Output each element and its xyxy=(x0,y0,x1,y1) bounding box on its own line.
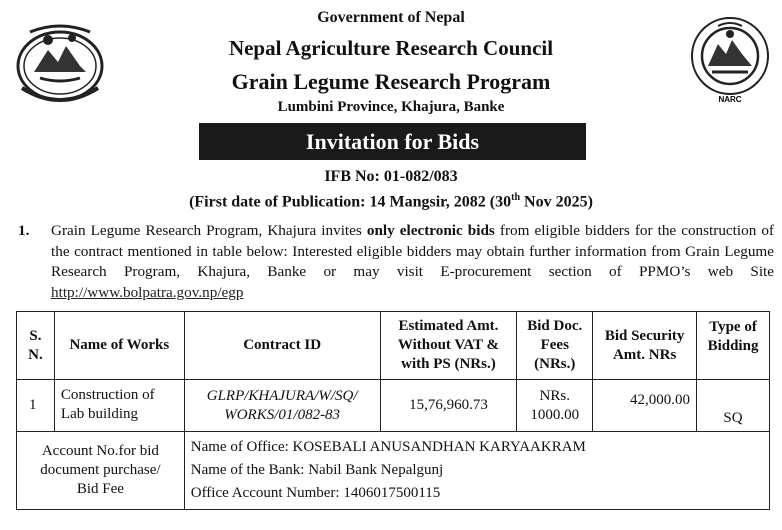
row-type-of-bidding: SQ xyxy=(697,380,770,432)
bid-table xyxy=(16,311,770,510)
header-estimated-amount: Estimated Amt. Without VAT & with PS (NRs.) xyxy=(380,312,517,380)
header-bid-doc-fees: Bid Doc. Fees (NRs.) xyxy=(517,312,593,380)
header-sn: S. N. xyxy=(17,312,55,380)
header-name-of-works: Name of Works xyxy=(54,312,184,380)
narc-logo-label: NARC xyxy=(718,95,742,104)
egp-link[interactable]: http://www.bolpatra.gov.np/egp xyxy=(51,283,244,301)
account-number: Office Account Number: 1406017500115 xyxy=(190,485,441,501)
account-row xyxy=(17,432,770,510)
header-type-of-bidding: Type of Bidding xyxy=(697,312,770,380)
row-sn: 1 xyxy=(17,380,55,432)
row-contract-id: GLRP/KHAJURA/W/SQ/ WORKS/01/082-83 xyxy=(184,380,380,432)
header-contract-id: Contract ID xyxy=(184,312,380,380)
table-header-row xyxy=(17,312,770,380)
office-name: Name of Office: KOSEBALI ANUSANDHAN KARYAAKRAM xyxy=(190,439,586,455)
table-row xyxy=(17,380,770,432)
location-line: Lumbini Province, Khajura, Banke xyxy=(277,99,505,115)
header-bid-security: Bid Security Amt. NRs xyxy=(593,312,697,380)
publication-date: (First date of Publication: 14 Mangsir, 2082 (30th Nov 2025) xyxy=(189,192,593,211)
row-bid-security: 42,000.00 xyxy=(593,380,697,432)
paragraph-number: 1. xyxy=(18,222,30,239)
account-label: Account No.for bid document purchase/ Bid Fee xyxy=(17,432,185,510)
row-name-of-works: Construction of Lab building xyxy=(54,380,184,432)
bank-name: Name of the Bank: Nabil Bank Nepalgunj xyxy=(190,462,444,478)
program-title: Grain Legume Research Program xyxy=(231,69,551,94)
government-title: Government of Nepal xyxy=(317,9,465,26)
row-bid-doc-fee: NRs. 1000.00 xyxy=(517,380,593,432)
account-details xyxy=(184,432,769,510)
invitation-banner: Invitation for Bids xyxy=(199,123,586,160)
ifb-number: IFB No: 01-082/083 xyxy=(324,168,458,185)
row-estimated-amount: 15,76,960.73 xyxy=(380,380,517,432)
council-title: Nepal Agriculture Research Council xyxy=(228,36,554,60)
invitation-paragraph: 1. Grain Legume Research Program, Khajura invites only electronic bids from eligible bidders for the construction of the contract mentioned in table below: Interested eligible bidders may obtain further information from Grain Legume Research Program, Khajura, Banke or may visit E-procurement section of PPMO’s web Site http://www.bolpatra.gov.np/egp xyxy=(18,222,774,301)
